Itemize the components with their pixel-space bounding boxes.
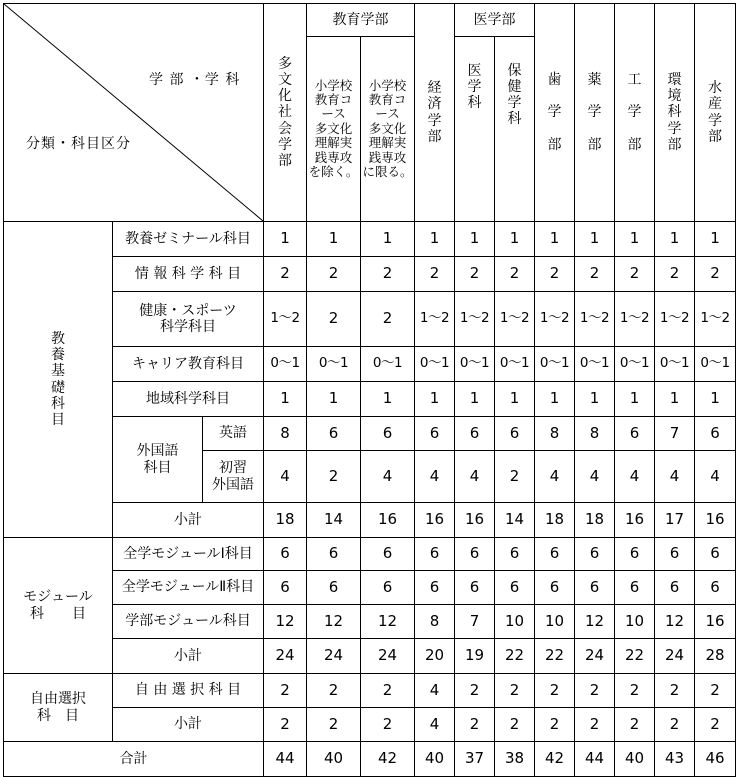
cell: 0～1 <box>695 347 736 382</box>
cell: 6 <box>361 417 415 451</box>
cell: 2 <box>307 451 361 503</box>
cell: 2 <box>415 257 455 292</box>
cell: 0～1 <box>575 347 615 382</box>
row-label-kyoyo-subtotal: 小計 <box>113 503 264 538</box>
row-seminar <box>4 222 736 257</box>
cell: 7 <box>455 605 495 639</box>
cell: 42 <box>361 742 415 777</box>
cell: 40 <box>415 742 455 777</box>
row-total <box>4 742 736 777</box>
cell: 22 <box>615 639 655 674</box>
cell: 24 <box>307 639 361 674</box>
cell: 2 <box>575 674 615 708</box>
cell: 2 <box>495 708 535 742</box>
cell: 4 <box>361 451 415 503</box>
cell: 1～2 <box>575 292 615 347</box>
row-chiiki <box>4 382 736 417</box>
cell: 16 <box>361 503 415 538</box>
cell: 6 <box>575 571 615 605</box>
cell: 6 <box>535 538 575 571</box>
cell: 4 <box>415 674 455 708</box>
header-kyoiku-group: 教育学部 <box>307 4 415 37</box>
row-module-subtotal <box>4 639 736 674</box>
cell: 40 <box>307 742 361 777</box>
row-joho <box>4 257 736 292</box>
cell: 1～2 <box>455 292 495 347</box>
cell: 0～1 <box>361 347 415 382</box>
cell: 2 <box>695 257 736 292</box>
cell: 6 <box>415 571 455 605</box>
row-label-seminar: 教養ゼミナール科目 <box>113 222 264 257</box>
cell: 0～1 <box>535 347 575 382</box>
cell: 17 <box>655 503 695 538</box>
row-label-jiyu: 自 由 選 択 科 目 <box>113 674 264 708</box>
cell: 1 <box>307 382 361 417</box>
cell: 2 <box>535 674 575 708</box>
cell: 1 <box>455 382 495 417</box>
row-gakubu-mod <box>4 605 736 639</box>
cell: 4 <box>695 451 736 503</box>
diagonal-line <box>4 4 263 221</box>
row-label-kenko: 健康・スポーツ 科学科目 <box>113 292 264 347</box>
cell: 18 <box>575 503 615 538</box>
corner-bottom-label: 分類・科目区分 <box>26 136 131 152</box>
cell: 6 <box>455 417 495 451</box>
cell: 6 <box>415 538 455 571</box>
cell: 1 <box>264 222 307 257</box>
cell: 2 <box>307 257 361 292</box>
cell: 0～1 <box>495 347 535 382</box>
cell: 1 <box>264 382 307 417</box>
header-igaku-group: 医学部 <box>455 4 535 37</box>
cell: 1 <box>655 382 695 417</box>
cell: 0～1 <box>307 347 361 382</box>
header-kyoiku-a: 小学校 教育コ ース 多文化 理解実 践専攻 を除く。 <box>307 37 361 222</box>
cell: 12 <box>575 605 615 639</box>
row-kyoyo-subtotal <box>4 503 736 538</box>
cell: 46 <box>695 742 736 777</box>
cell: 6 <box>615 417 655 451</box>
cell: 1 <box>535 222 575 257</box>
cell: 42 <box>535 742 575 777</box>
cell: 6 <box>307 571 361 605</box>
cell: 8 <box>264 417 307 451</box>
cell: 1 <box>495 222 535 257</box>
cell: 1 <box>455 222 495 257</box>
cell: 6 <box>361 571 415 605</box>
cell: 2 <box>361 674 415 708</box>
cell: 4 <box>535 451 575 503</box>
cell: 1 <box>415 382 455 417</box>
header-kankyo: 環 境 科 学 部 <box>655 4 695 222</box>
cell: 10 <box>535 605 575 639</box>
cell: 1～2 <box>495 292 535 347</box>
cell: 2 <box>264 708 307 742</box>
cell: 4 <box>264 451 307 503</box>
cell: 8 <box>575 417 615 451</box>
cell: 6 <box>361 538 415 571</box>
cell: 1～2 <box>695 292 736 347</box>
cell: 2 <box>535 257 575 292</box>
section-module: モジュール 科 目 <box>4 538 113 674</box>
cell: 2 <box>495 257 535 292</box>
cell: 4 <box>655 451 695 503</box>
header-igaku-b: 保 健 学 科 <box>495 37 535 222</box>
cell: 24 <box>655 639 695 674</box>
cell: 4 <box>575 451 615 503</box>
cell: 44 <box>575 742 615 777</box>
header-igaku-a: 医 学 科 <box>455 37 495 222</box>
cell: 1 <box>655 222 695 257</box>
cell: 10 <box>615 605 655 639</box>
cell: 6 <box>495 417 535 451</box>
row-label-eigo: 英語 <box>203 417 264 451</box>
cell: 2 <box>455 674 495 708</box>
cell: 1 <box>307 222 361 257</box>
row-zengaku1 <box>4 538 736 571</box>
cell: 2 <box>575 257 615 292</box>
cell: 6 <box>307 417 361 451</box>
header-tabunka: 多 文 化 社 会 学 部 <box>264 4 307 222</box>
cell: 2 <box>495 451 535 503</box>
cell: 6 <box>455 571 495 605</box>
cell: 12 <box>655 605 695 639</box>
cell: 18 <box>264 503 307 538</box>
cell: 4 <box>415 451 455 503</box>
cell: 28 <box>695 639 736 674</box>
cell: 6 <box>264 538 307 571</box>
row-career <box>4 347 736 382</box>
cell: 12 <box>264 605 307 639</box>
cell: 19 <box>455 639 495 674</box>
cell: 0～1 <box>455 347 495 382</box>
cell: 1～2 <box>535 292 575 347</box>
cell: 12 <box>307 605 361 639</box>
row-kenko <box>4 292 736 347</box>
cell: 6 <box>264 571 307 605</box>
cell: 1～2 <box>615 292 655 347</box>
cell: 2 <box>535 708 575 742</box>
cell: 1 <box>695 382 736 417</box>
row-label-total: 合計 <box>4 742 264 777</box>
cell: 2 <box>575 708 615 742</box>
cell: 20 <box>415 639 455 674</box>
cell: 1 <box>361 222 415 257</box>
cell: 2 <box>655 257 695 292</box>
cell: 0～1 <box>655 347 695 382</box>
row-label-module-subtotal: 小計 <box>113 639 264 674</box>
cell: 40 <box>615 742 655 777</box>
row-label-career: キャリア教育科目 <box>113 347 264 382</box>
cell: 6 <box>575 538 615 571</box>
cell: 4 <box>615 451 655 503</box>
cell: 16 <box>455 503 495 538</box>
cell: 1 <box>361 382 415 417</box>
cell: 16 <box>695 605 736 639</box>
cell: 6 <box>615 571 655 605</box>
row-label-shoshu: 初習 外国語 <box>203 451 264 503</box>
cell: 1 <box>415 222 455 257</box>
cell: 2 <box>655 708 695 742</box>
cell: 8 <box>415 605 455 639</box>
cell: 14 <box>495 503 535 538</box>
row-label-joho: 情 報 科 学 科 目 <box>113 257 264 292</box>
cell: 6 <box>495 571 535 605</box>
credit-requirements-table <box>3 3 736 777</box>
cell: 6 <box>307 538 361 571</box>
cell: 6 <box>415 417 455 451</box>
cell: 1 <box>495 382 535 417</box>
cell: 16 <box>695 503 736 538</box>
cell: 43 <box>655 742 695 777</box>
cell: 2 <box>264 257 307 292</box>
cell: 6 <box>655 571 695 605</box>
cell: 1 <box>615 222 655 257</box>
cell: 2 <box>361 708 415 742</box>
cell: 2 <box>307 674 361 708</box>
cell: 2 <box>695 708 736 742</box>
cell: 4 <box>415 708 455 742</box>
cell: 6 <box>695 571 736 605</box>
cell: 1 <box>615 382 655 417</box>
cell: 2 <box>655 674 695 708</box>
cell: 16 <box>415 503 455 538</box>
cell: 2 <box>615 674 655 708</box>
cell: 37 <box>455 742 495 777</box>
cell: 1 <box>575 222 615 257</box>
cell: 1～2 <box>264 292 307 347</box>
cell: 2 <box>361 292 415 347</box>
row-eigo <box>4 417 736 451</box>
cell: 2 <box>615 708 655 742</box>
cell: 6 <box>615 538 655 571</box>
cell: 6 <box>455 538 495 571</box>
cell: 38 <box>495 742 535 777</box>
cell: 6 <box>495 538 535 571</box>
cell: 12 <box>361 605 415 639</box>
header-yaku: 薬 学 部 <box>575 4 615 222</box>
cell: 2 <box>455 708 495 742</box>
header-ko: 工 学 部 <box>615 4 655 222</box>
cell: 6 <box>535 571 575 605</box>
row-zengaku2 <box>4 571 736 605</box>
cell: 10 <box>495 605 535 639</box>
cell: 22 <box>495 639 535 674</box>
cell: 22 <box>535 639 575 674</box>
row-label-gakubu-mod: 学部モジュール科目 <box>113 605 264 639</box>
cell: 2 <box>307 708 361 742</box>
cell: 2 <box>361 257 415 292</box>
section-jiyu: 自由選択 科 目 <box>4 674 113 742</box>
header-keizai: 経 済 学 部 <box>415 4 455 222</box>
row-jiyu-subtotal <box>4 708 736 742</box>
cell: 2 <box>264 674 307 708</box>
cell: 6 <box>695 538 736 571</box>
header-shika: 歯 学 部 <box>535 4 575 222</box>
cell: 0～1 <box>615 347 655 382</box>
cell: 14 <box>307 503 361 538</box>
cell: 6 <box>695 417 736 451</box>
cell: 24 <box>361 639 415 674</box>
cell: 16 <box>615 503 655 538</box>
cell: 2 <box>307 292 361 347</box>
row-label-jiyu-subtotal: 小計 <box>113 708 264 742</box>
cell: 2 <box>615 257 655 292</box>
cell: 8 <box>535 417 575 451</box>
cell: 0～1 <box>264 347 307 382</box>
cell: 1～2 <box>655 292 695 347</box>
cell: 7 <box>655 417 695 451</box>
row-jiyu <box>4 674 736 708</box>
row-label-zengaku1: 全学モジュールⅠ科目 <box>113 538 264 571</box>
row-label-zengaku2: 全学モジュールⅡ科目 <box>113 571 264 605</box>
cell: 18 <box>535 503 575 538</box>
row-label-gaikokugo: 外国語 科目 <box>113 417 203 503</box>
cell: 2 <box>455 257 495 292</box>
corner-top-label: 学 部 ・学 科 <box>149 72 241 88</box>
cell: 0～1 <box>415 347 455 382</box>
cell: 1 <box>695 222 736 257</box>
cell: 4 <box>455 451 495 503</box>
cell: 6 <box>655 538 695 571</box>
section-kyoyo: 教 養 基 礎 科 目 <box>4 222 113 538</box>
cell: 24 <box>575 639 615 674</box>
row-label-chiiki: 地域科学科目 <box>113 382 264 417</box>
cell: 24 <box>264 639 307 674</box>
cell: 1 <box>535 382 575 417</box>
cell: 1～2 <box>415 292 455 347</box>
cell: 2 <box>495 674 535 708</box>
header-kyoiku-b: 小学校 教育コ ース 多文化 理解実 践専攻 に限る。 <box>361 37 415 222</box>
corner-header-cell <box>4 4 264 222</box>
cell: 2 <box>695 674 736 708</box>
header-suisan: 水 産 学 部 <box>695 4 736 222</box>
cell: 1 <box>575 382 615 417</box>
cell: 44 <box>264 742 307 777</box>
